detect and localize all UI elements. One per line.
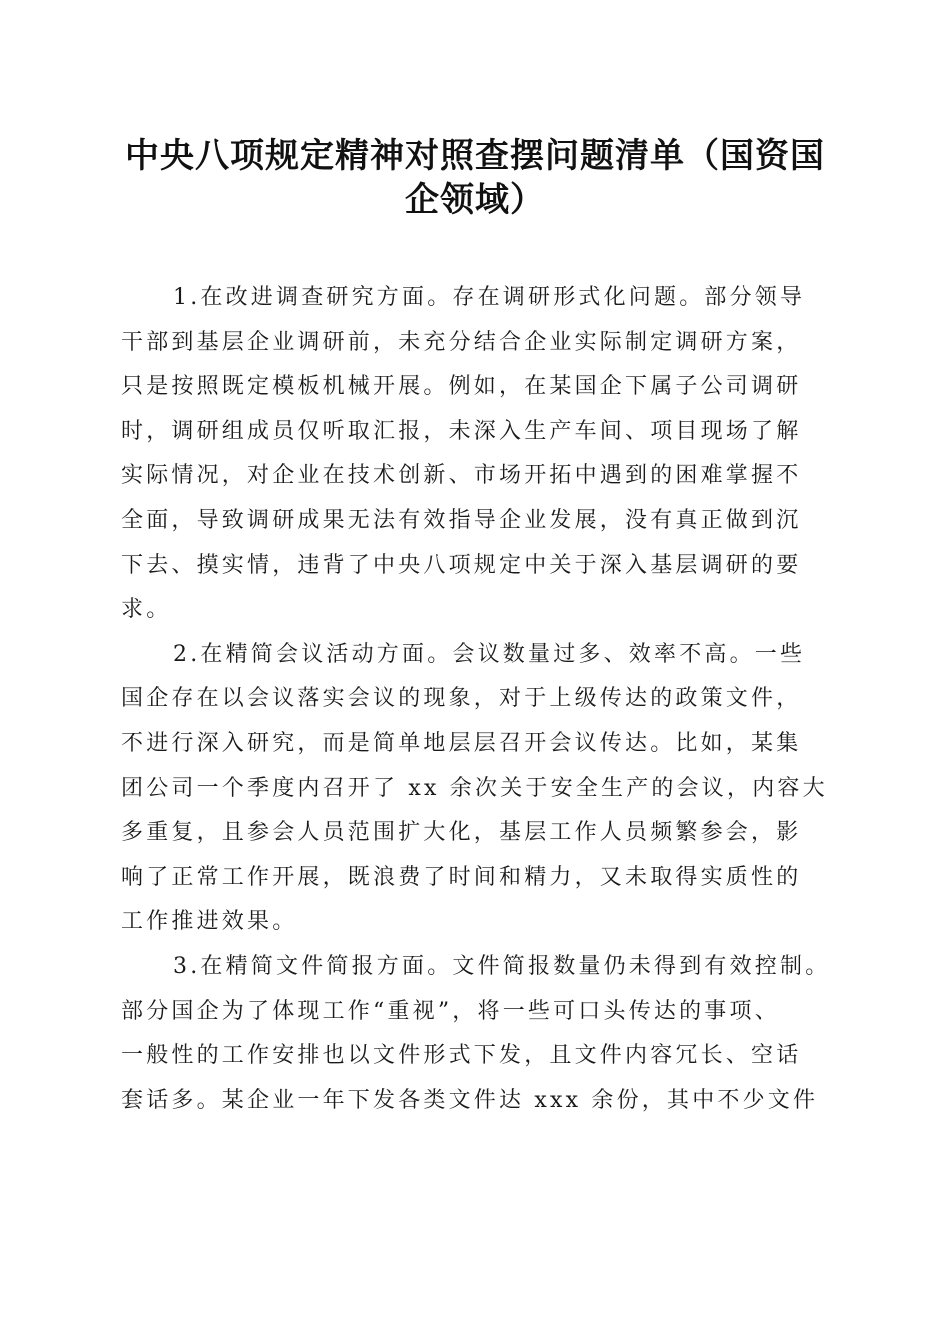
text-line: 实际情况，对企业在技术创新、市场开拓中遇到的困难掌握不 bbox=[121, 463, 802, 489]
text-line: 时，调研组成员仅听取汇报，未深入生产车间、项目现场了解 bbox=[121, 418, 802, 444]
paragraph-3 bbox=[121, 945, 841, 1123]
text-line: 2.在精简会议活动方面。会议数量过多、效率不高。一些 bbox=[173, 641, 806, 667]
text-line: 套话多。某企业一年下发各类文件达 xxx 余份，其中不少文件 bbox=[121, 1087, 819, 1113]
text-line: 响了正常工作开展，既浪费了时间和精力，又未取得实质性的 bbox=[121, 864, 802, 890]
text-line: 国企存在以会议落实会议的现象，对于上级传达的政策文件， bbox=[121, 686, 802, 712]
text-line: 团公司一个季度内召开了 xx 余次关于安全生产的会议，内容大 bbox=[121, 775, 828, 801]
text-line: 多重复，且参会人员范围扩大化，基层工作人员频繁参会，影 bbox=[121, 820, 802, 846]
text-line: 求。 bbox=[121, 597, 172, 623]
text-line: 部分国企为了体现工作“重视”，将一些可口头传达的事项、 bbox=[121, 998, 780, 1024]
title-line: 企领域） bbox=[405, 180, 545, 220]
document-body bbox=[121, 276, 841, 1123]
paragraph-2 bbox=[121, 633, 841, 945]
text-line: 一般性的工作安排也以文件形式下发，且文件内容冗长、空话 bbox=[121, 1043, 802, 1069]
text-line: 下去、摸实情，违背了中央八项规定中关于深入基层调研的要 bbox=[121, 552, 802, 578]
text-line: 3.在精简文件简报方面。文件简报数量仍未得到有效控制。 bbox=[173, 953, 831, 979]
text-line: 工作推进效果。 bbox=[121, 909, 298, 935]
paragraph-1 bbox=[121, 276, 841, 633]
title-line: 中央八项规定精神对照查摆问题清单（国资国 bbox=[125, 136, 825, 176]
text-line: 1.在改进调查研究方面。存在调研形式化问题。部分领导 bbox=[173, 285, 806, 310]
document-title bbox=[110, 134, 840, 222]
text-line: 全面，导致调研成果无法有效指导企业发展，没有真正做到沉 bbox=[121, 507, 802, 533]
text-line: 干部到基层企业调研前，未充分结合企业实际制定调研方案， bbox=[121, 329, 802, 355]
text-line: 不进行深入研究，而是简单地层层召开会议传达。比如，某集 bbox=[121, 730, 802, 756]
text-line: 只是按照既定模板机械开展。例如，在某国企下属子公司调研 bbox=[121, 374, 802, 400]
